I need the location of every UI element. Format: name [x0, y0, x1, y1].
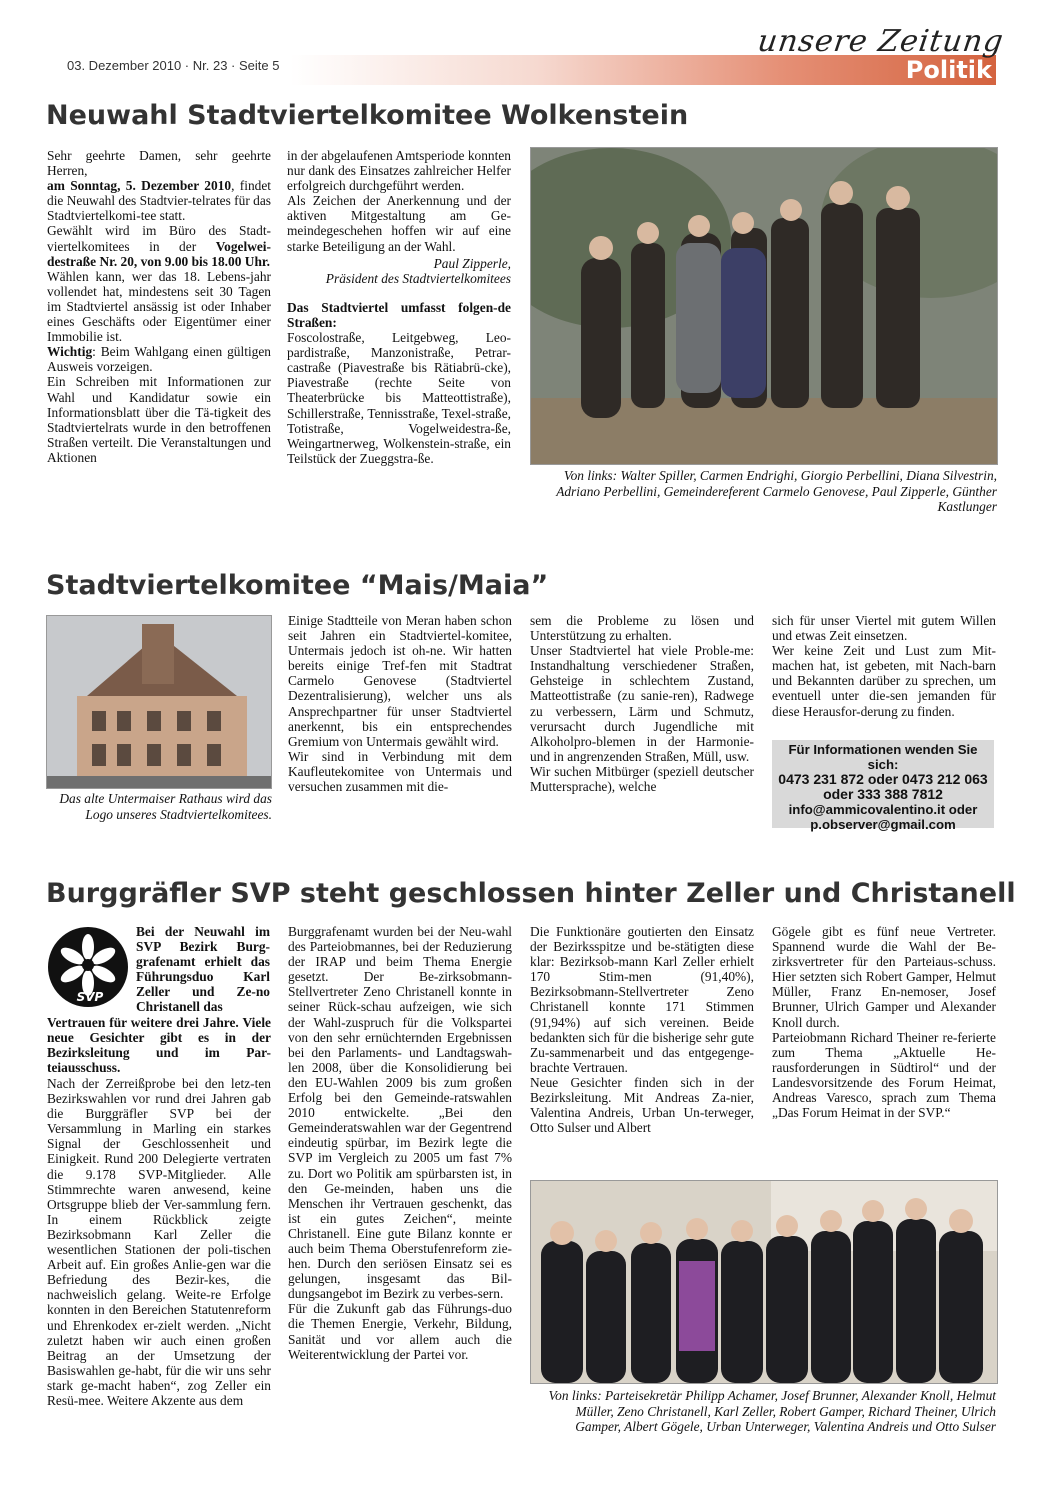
article3-column-4: Gögele gibt es fünf neue Vertreter. Spannend wurde die Wahl der Be-zirksvertreter für den Parteiaus-schuss. Hier setzten sich Robert Gamper, Helmut Müller, Franz En-nemoser, Josef Brunner, Ulrich Gamper und Alexander Knoll durch. Parteiobmann Richard Theiner re-ferierte zum Thema „Aktuelle He-rausforderungen in Südtirol“ und der Landesvorsitzende des Forum Heimat, Andreas Varesco, sprach zum Thema „Das Forum Heimat in der SVP.“ [772, 924, 996, 1121]
article3-column-2: Burggrafenamt wurden bei der Neu-wahl des Parteiobmannes, bei der Reduzierung der IRAP und beim Thema Energie gesetzt. Der Be-zirksobmann-Stellvertreter Zeno Christanell konnte in seiner Rück-schau aufzeigen, wie sich der Wahl-zuspruch für die Volkspartei von den sehr ernüchternden Ergebnissen bei den Parlaments- und Landtagswah-len 2008, über die Konsolidierung bei den EU-Wahlen 2009 bis zum großen Erfolg bei den Gemeinde-ratswahlen 2010 entwickelte. „Bei den Gemeinderatswahlen war der Gegentrend eindeutig spürbar, im Bezirk legte die SVP im Vergleich zu 2005 um fast 7% zu. Dort wo Politik am spürbarsten ist, in den Ge-meinden, haben uns die Menschen ihr Vertrauen geschenkt, das ist ein gutes Zeichen“, meinte Christanell. Eine gute Bilanz konnte er auch beim Thema Oberstufenreform zie-hen. Durch den seriösen Einsatz sei es gelungen, insgesamt das Bil-dungsangebot im Bezirk zu verbes-sern. Für die Zukunft gab das Führungs-duo die Themen Energie, Verkehr, Bildung, Sanität und vor allem auch die Weiterentwicklung der Partei vor. [288, 924, 512, 1362]
article2-column-2: Einige Stadtteile von Meran haben schon seit Jahren ein Stadtviertel-komitee, Untermais jedoch ist oh-ne. Wir hatten bereits einige Tref-fen mit Stadtrat Carmelo Genovese (Stadtviertel Dezentralisierung), welcher uns als Ansprechpartner für unser Stadtviertel anerkennt, bis ein entsprechendes Gremium von Untermais gewählt wird. Wir sind in Verbindung mit dem Kaufleutekomitee von Untermais und versuchen zusammen mit die- [288, 613, 512, 795]
svp-group-photo [530, 1180, 998, 1384]
election-date: am Sonntag, 5. Dezember 2010 [47, 178, 232, 194]
header-bar [290, 55, 996, 85]
article3-headline: Burggräfler SVP steht geschlossen hinter Zeller und Christanell [46, 878, 1016, 909]
signature-role: Präsident des Stadtviertelkomitees [325, 270, 511, 286]
article2-column-3: sem die Probleme zu lösen und Unterstützung zu erhalten. Unser Stadtviertel hat viele Proble-me: Instandhaltung verschiedener Straßen, Gehsteige in schlechtem Zustand, Matteottistraße (zu sanie-ren), Radwege zu verbessern, Lärm und Schmutz, verursacht durch Jugendliche mit Alkoholpro-blemen in der Harmonie- und in angrenzenden Straßen, Müll, usw. Wir suchen Mitbürger (speziell deutscher Muttersprache), welche [530, 613, 754, 795]
article1-photo-caption: Von links: Walter Spiller, Carmen Endrighi, Giorgio Perbellini, Diana Silvestrin, Adriano Perbellini, Gemeindereferent Carmelo Genovese, Paul Zipperle, Günther Kastlunger [556, 468, 997, 514]
article3-lead-bottom: Vertrauen für weitere drei Jahre. Viele neue Gesichter gibt es in der Bezirksleitung und im Par-teiausschuss. [47, 1015, 271, 1076]
article3-column-1: Nach der Zerreißprobe bei den letz-ten Bezirkswahlen vor rund drei Jahren gab die Burggräfler SVP bei der Versammlung in Marling ein starkes Signal der Geschlossenheit und Einigkeit. Rund 200 Delegierte vertraten die 9.178 SVP-Mitglieder. Alle Stimmrechte waren anwesend, keine Ortsgruppe blieb der Ver-sammlung fern. In einem Rückblick zeigte Bezirksobmann Karl Zeller die wesentlichen Stationen der poli-tischen Arbeit auf. Ein großes Anlie-gen war die Befriedung des Bezir-kes, die nachweislich gelang. Weite-re Erfolge konnten in den Bereichen Statutenreform und Ehrenkodex er-zielt werden. „Nicht zuletzt haben wir auch einen großen Beitrag an der Umsetzung der Basiswahlen ge-habt, für die wir uns sehr stark ge-macht haben“, zog Zeller ein Resü-mee. Weitere Akzente aus dem [47, 1076, 271, 1408]
svp-group-illustration [531, 1181, 997, 1383]
section-label: Politik [905, 56, 992, 84]
article3-lead-top: Bei der Neuwahl im SVP Bezirk Burg-grafenamt erhielt das Führungsduo Karl Zeller und Ze-no Christanell das [136, 924, 270, 1015]
untermais-townhall-photo [46, 615, 272, 789]
svp-logo [46, 925, 130, 1009]
svp-logo-text: SVP [76, 990, 104, 1004]
article1-headline: Neuwahl Stadtviertelkomitee Wolkenstein [46, 100, 689, 131]
group-photo-illustration [531, 148, 997, 464]
townhall-illustration [47, 616, 271, 788]
article3-photo-caption: Von links: Parteisekretär Philipp Achamer, Josef Brunner, Alexander Knoll, Helmut Müller, Zeno Christanell, Karl Zeller, Robert Gamper, Richard Theiner, Ulrich Gamper, Albert Gögele, Urban Unterweger, Valentina Andreis und Otto Sulser [548, 1388, 996, 1434]
article3-column-3: Die Funktionäre goutierten den Einsatz der Bezirksspitze und be-stätigten diese klar: Bezirksob-mann Karl Zeller erhielt 170 Stim-men (91,40%), Bezirksobmann-Stellvertreter Zeno Christanell konnte 171 Stimmen (91,94%) auf sich vereinen. Beide bedankten sich für die bisherige sehr gute Zu-sammenarbeit und das entgegenge-brachte Vertrauen. Neue Gesichter finden sich in der Bezirksleitung. Mit Andreas Za-nier, Valentina Andreis, Urban Un-terweger, Otto Sulser und Albert [530, 924, 754, 1136]
email-contact-1: info@ammicovalentino.it oder [788, 802, 978, 817]
greeting: Sehr geehrte Damen, sehr geehrte Herren, [47, 148, 271, 179]
article2-column-4: sich für unser Viertel mit gutem Willen und etwas Zeit einsetzen. Wer keine Zeit und Lust zum Mit-machen hat, ist gebeten, mit Nach-barn und Bekannten darüber zu sprechen, um eventuell unter die-sen jemanden für diese Herausfor-derung zu finden. [772, 613, 996, 719]
article2-headline: Stadtviertelkomitee “Mais/Maia” [46, 570, 549, 601]
email-contact-2: p.observer@gmail.com [810, 817, 956, 832]
streets-heading: Das Stadtviertel umfasst folgen-de Straßen: [287, 299, 511, 330]
article1-column-1: Sehr geehrte Damen, sehr geehrte Herren, am Sonntag, 5. Dezember 2010, findet die Neuwahl des Stadtvier-telrates für das Stadtviertelkomi-tee statt. Gewählt wird im Büro des Stadt-viertelkomitees in der Vogelwei-destraße Nr. 20, von 9.00 bis 18.00 Uhr. Wählen kann, wer das 18. Lebens-jahr vollendet hat, mindestens seit 30 Tagen im Stadtviertel ansässig ist oder Inhaber eines Geschäfts oder Eigentümer einer Immobilie ist. Wichtig: Beim Wahlgang einen gültigen Ausweis vorzeigen. Ein Schreiben mit Informationen zur Wahl und Kandidatur sowie ein Informationsblatt über die Tä-tigkeit des Stadtviertelrats wurde in den betroffenen Straßen verteilt. Die Veranstaltungen und Aktionen [47, 148, 271, 465]
signature-name: Paul Zipperle, [433, 255, 511, 271]
polling-location: Vogelwei-destraße Nr. 20, von 9.00 bis 18.00 Uhr. [47, 238, 271, 269]
contact-info-box: Für Informationen wenden Sie sich: 0473 231 872 oder 0473 212 063 oder 333 388 7812 info@ammicovalentino.it oder p.observer@gmail.com [772, 740, 994, 828]
streets-list: Foscolostraße, Leitgebweg, Leo-pardistraße, Manzonistraße, Petrar-castraße (Piavestraße bis Rätiabrü-cke), Piavestraße (rechte Seite von Theaterbrücke bis Matteottistraße), Schillerstraße, Tennisstraße, Texel-straße, Totistraße, Vogelweidestra-ße, Weingartnerweg, Wolkenstein-straße, ein Teilstück der Zueggstra-ße. [287, 330, 511, 466]
phone-numbers: 0473 231 872 oder 0473 212 063 [778, 771, 988, 787]
issue-date-line: 03. Dezember 2010 · Nr. 23 · Seite 5 [67, 58, 280, 73]
article1-column-2: in der abgelaufenen Amtsperiode konnten nur dank des Einsatzes zahlreicher Helfer erfolgreich durchgeführt werden. Als Zeichen der Anerkennung und der aktiven Mitgestaltung am Ge-meindegeschehen hoffen wir auf eine starke Beteiligung an der Wahl. Paul Zipperle, Präsident des Stadtviertelkomitees Das Stadtviertel umfasst folgen-de Straßen: Foscolostraße, Leitgebweg, Leo-pardistraße, Manzonistraße, Petrar-castraße (Piavestraße bis Rätiabrü-cke), Piavestraße (rechte Seite von Theaterbrücke bis Matteottistraße), Schillerstraße, Tennisstraße, Texel-straße, Totistraße, Vogelweidestra-ße, Weingartnerweg, Wolkenstein-straße, ein Teilstück der Zueggstra-ße. [287, 148, 511, 466]
wolkenstein-committee-photo [530, 147, 998, 465]
newspaper-brand: unsere Zeitung [756, 24, 1007, 59]
article2-photo-caption: Das alte Untermaiser Rathaus wird das Logo unseres Stadtviertelkomitees. [59, 791, 272, 822]
edelweiss-icon [46, 925, 130, 1009]
